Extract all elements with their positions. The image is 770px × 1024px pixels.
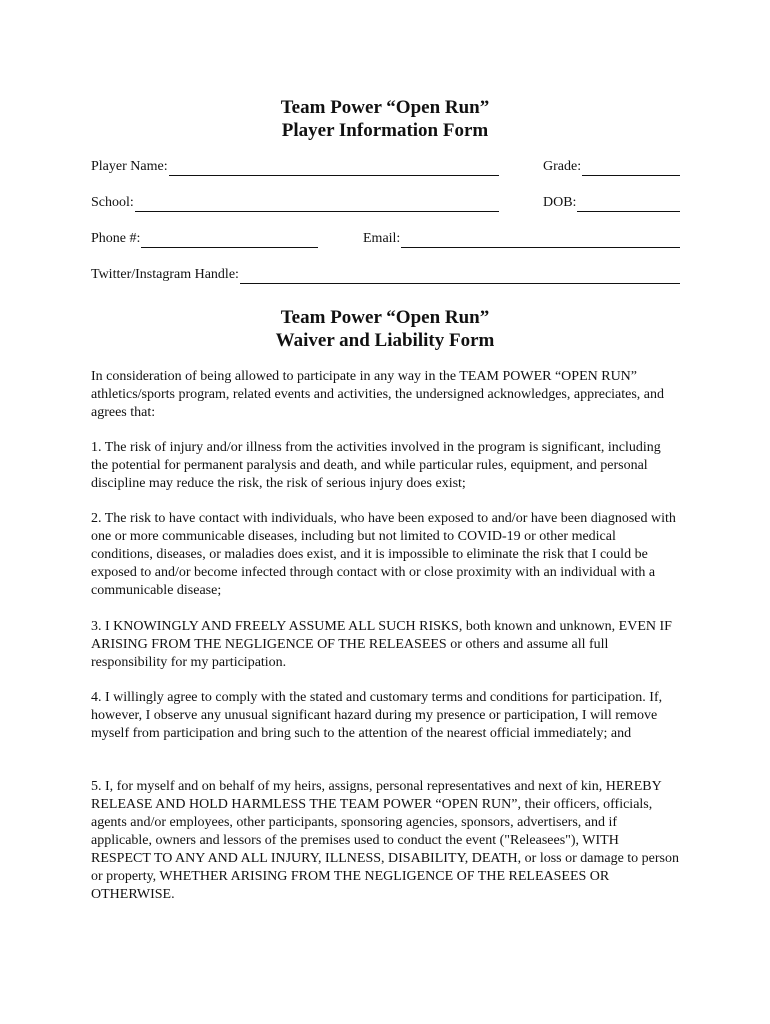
school-input-line[interactable] bbox=[135, 194, 499, 212]
dob-input-line[interactable] bbox=[577, 194, 680, 212]
dob-field[interactable] bbox=[543, 194, 680, 212]
field-row-name-grade bbox=[91, 158, 681, 178]
phone-label: Phone #: bbox=[91, 231, 141, 246]
dob-label: DOB: bbox=[543, 195, 577, 210]
waiver-clause-4: 4. I willingly agree to comply with the stated and customary terms and conditions for participation. If, however, I observe any unusual significant hazard during my presence or participation, I will remove myself from participation and bring such to the attention of the nearest official immediately; and bbox=[91, 690, 663, 741]
info-form-title-line2: Player Information Form bbox=[281, 120, 489, 141]
social-handle-input-line[interactable] bbox=[240, 266, 680, 284]
info-form-title-line1: Team Power “Open Run” bbox=[280, 97, 490, 118]
waiver-title-line2: Waiver and Liability Form bbox=[275, 330, 495, 351]
waiver-clause-2: 2. The risk to have contact with individuals, who have been exposed to and/or have been diagnosed with one or more communicable diseases, including but not limited to COVID-19 or other medical conditions, diseases, or maladies does exist, and it is impossible to eliminate the risk that I could be exposed to and/or become infected through contact with or close proximity with an individual with a communicable disease; bbox=[91, 511, 676, 598]
social-handle-label: Twitter/Instagram Handle: bbox=[91, 267, 239, 282]
field-row-phone-email bbox=[91, 230, 681, 250]
email-label: Email: bbox=[363, 231, 401, 246]
social-handle-field[interactable] bbox=[91, 266, 680, 284]
waiver-intro-paragraph: In consideration of being allowed to participate in any way in the TEAM POWER “OPEN RUN” athletics/sports program, related events and activities, the undersigned acknowledges, appreciates, and agrees that: bbox=[91, 369, 665, 420]
email-input-line[interactable] bbox=[401, 230, 680, 248]
email-field[interactable] bbox=[363, 230, 680, 248]
player-name-input-line[interactable] bbox=[169, 158, 499, 176]
grade-field[interactable] bbox=[543, 158, 680, 176]
school-field[interactable] bbox=[91, 194, 499, 212]
player-name-label: Player Name: bbox=[91, 159, 168, 174]
waiver-clause-1: 1. The risk of injury and/or illness from the activities involved in the program is significant, including the potential for permanent paralysis and death, and while particular rules, equipment, and personal discipline may reduce the risk, the risk of serious injury does exist; bbox=[91, 440, 661, 491]
field-row-school-dob bbox=[91, 194, 681, 214]
waiver-clause-5: 5. I, for myself and on behalf of my heirs, assigns, personal representatives and next of kin, HEREBY RELEASE AND HOLD HARMLESS THE TEAM POWER “OPEN RUN”, their officers, officials, agents and/or employees, other participants, sponsoring agencies, sponsors, advertisers, and if applicable, owners and lessors of the premises used to conduct the event ("Releasees"), WITH RESPECT TO ANY AND ALL INJURY, ILLNESS, DISABILITY, DEATH, or loss or damage to person or property, WHETHER ARISING FROM THE NEGLIGENCE OF THE RELEASEES OR OTHERWISE. bbox=[91, 779, 680, 902]
phone-field[interactable] bbox=[91, 230, 318, 248]
waiver-clause-3: 3. I KNOWINGLY AND FREELY ASSUME ALL SUCH RISKS, both known and unknown, EVEN IF ARISING FROM THE NEGLIGENCE OF THE RELEASEES or others and assume all full responsibility for my participation. bbox=[91, 619, 672, 670]
field-row-social bbox=[91, 266, 681, 286]
phone-input-line[interactable] bbox=[141, 230, 318, 248]
waiver-title-line1: Team Power “Open Run” bbox=[280, 307, 490, 328]
grade-input-line[interactable] bbox=[582, 158, 680, 176]
school-label: School: bbox=[91, 195, 134, 210]
player-name-field[interactable] bbox=[91, 158, 499, 176]
grade-label: Grade: bbox=[543, 159, 582, 174]
